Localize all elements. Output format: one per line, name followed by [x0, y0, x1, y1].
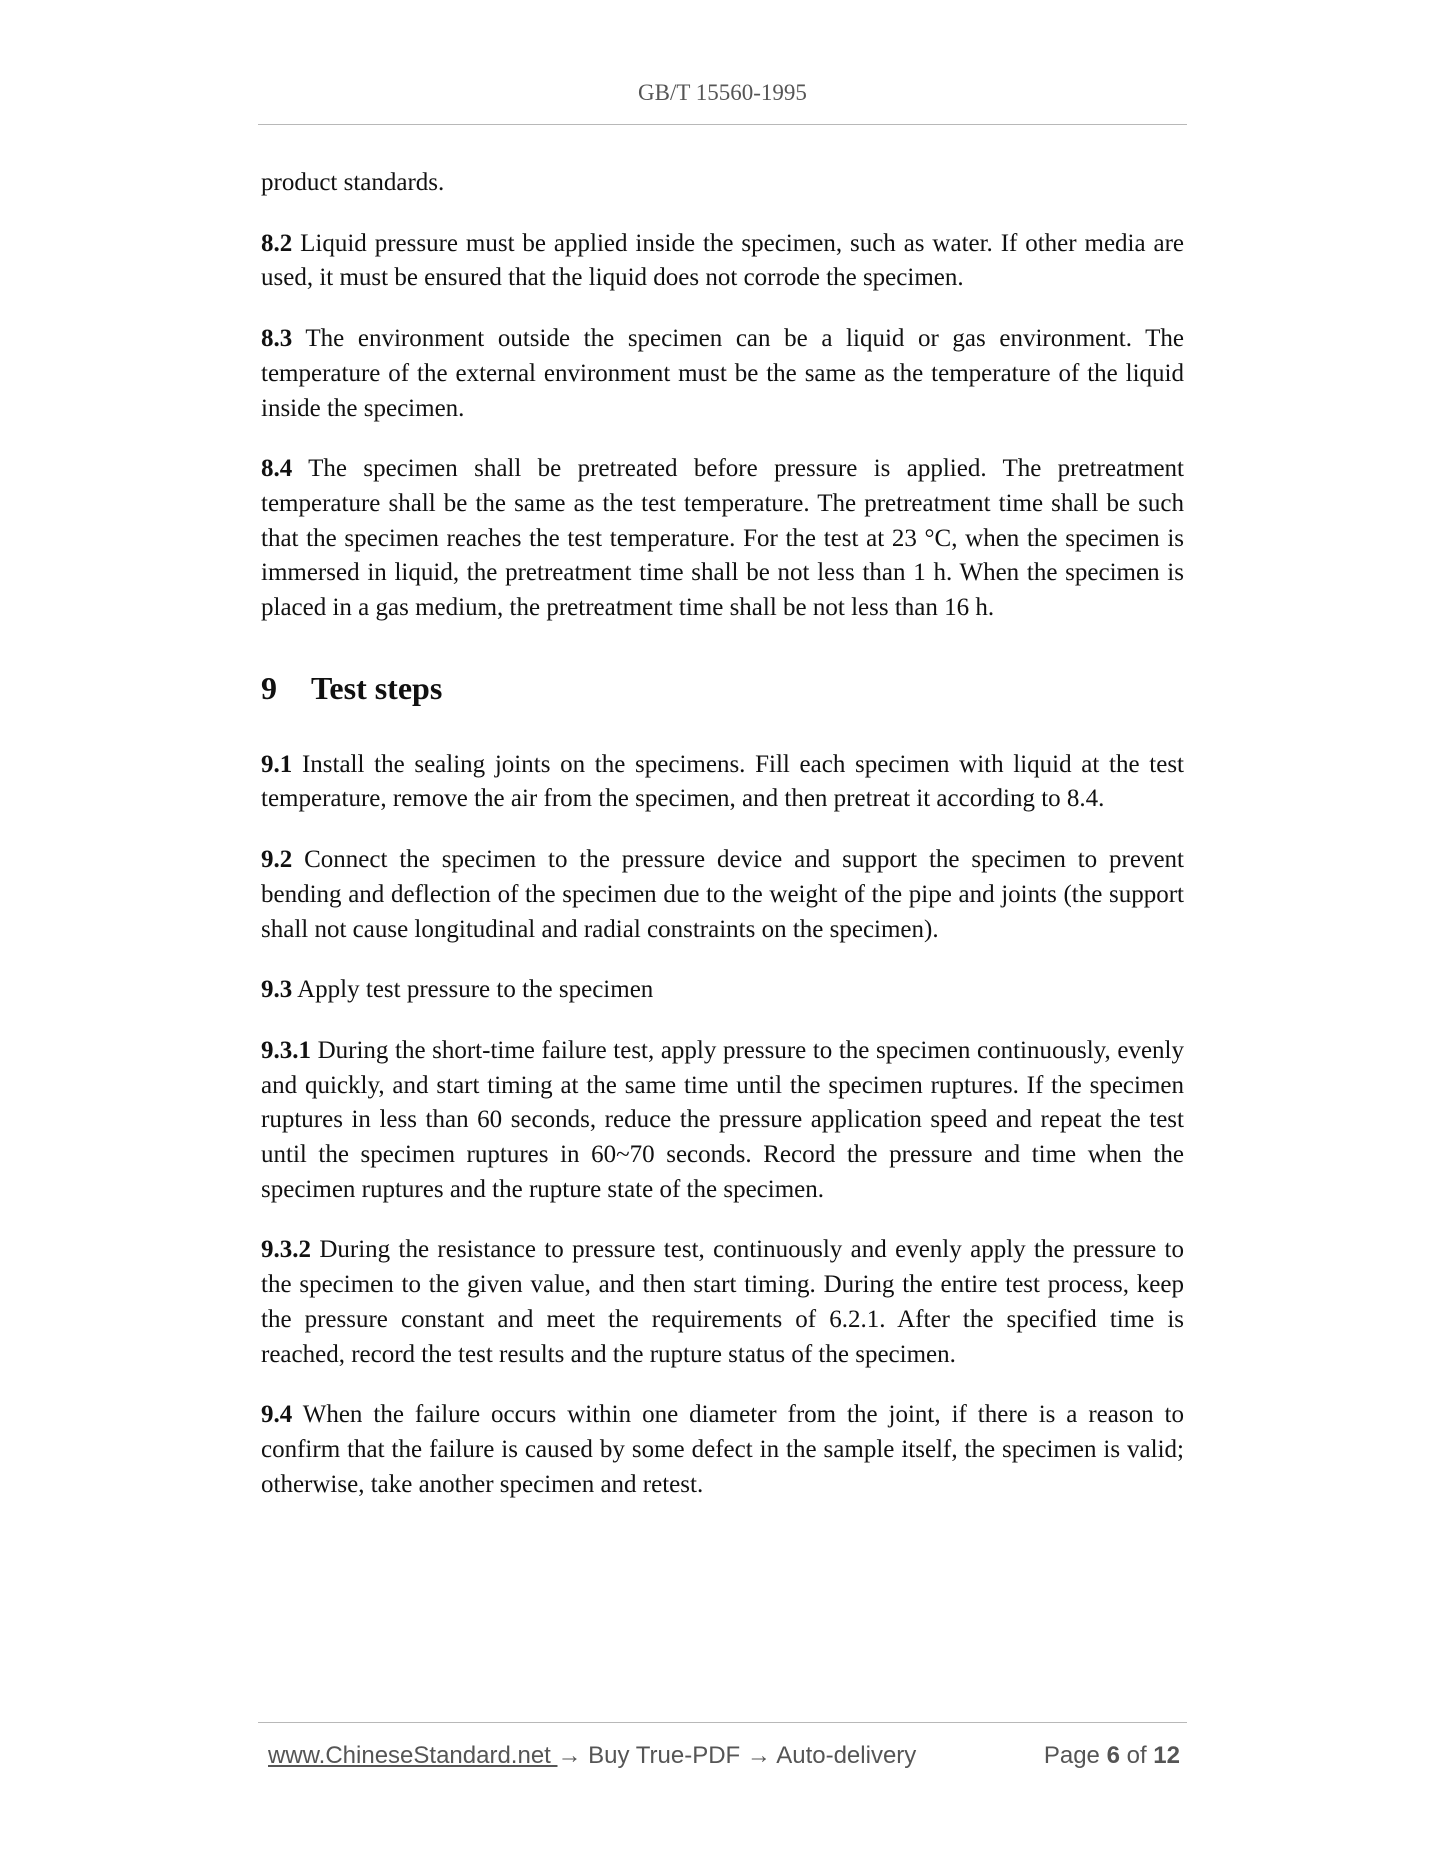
clause-number: 9.2: [261, 846, 293, 874]
delivery-text: Auto-delivery: [770, 1742, 917, 1769]
footer-promo: [268, 1742, 916, 1770]
clause-number: 8.3: [261, 325, 293, 353]
paragraph-text: Install the sealing joints on the specimens. Fill each specimen with liquid at the test temperature, remove the air from the specimen, and then pretreat it according to 8.4.: [261, 750, 1184, 813]
clause-number: 9.3.1: [261, 1036, 311, 1064]
page-footer: [268, 1742, 1180, 1774]
clause-number: 8.4: [261, 455, 293, 483]
section-title: Test steps: [311, 669, 443, 706]
clause-number: 9.3.2: [261, 1236, 311, 1264]
clause-number: 9.1: [261, 750, 293, 778]
page-of-label: of: [1126, 1742, 1147, 1769]
paragraph-9-4: [261, 1398, 1184, 1502]
paragraph-8-3: [261, 322, 1184, 426]
total-pages-number: 12: [1153, 1742, 1180, 1769]
buy-text: Buy True-PDF: [581, 1742, 747, 1769]
arrow-right-icon: →: [557, 1742, 582, 1769]
clause-number: 9.3: [261, 976, 293, 1004]
paragraph-9-3: [261, 973, 1184, 1008]
paragraph-text: Liquid pressure must be applied inside the specimen, such as water. If other media are used, it must be ensured that the liquid does not corrode the specimen.: [261, 229, 1184, 292]
paragraph-text: During the short-time failure test, apply pressure to the specimen continuously, evenly and quickly, and start timing at the same time until the specimen ruptures. If the specimen ruptures in less than 60 seconds, reduce the pressure application speed and repeat the test until the specimen ruptures in 60~70 seconds. Record the pressure and time when the specimen ruptures and the rupture state of the specimen.: [261, 1036, 1184, 1203]
footer-divider: [258, 1722, 1187, 1723]
paragraph-8-4: [261, 452, 1184, 626]
document-body: [261, 166, 1184, 1528]
paragraph-text: During the resistance to pressure test, continuously and evenly apply the pressure to the specimen to the given value, and then start timing. During the entire test process, keep the pressure constant and meet the requirements of 6.2.1. After the specified time is reached, record the test results and the rupture status of the specimen.: [261, 1236, 1184, 1368]
arrow-right-icon: →: [746, 1742, 771, 1769]
paragraph-8-2: [261, 227, 1184, 296]
paragraph-9-3-1: [261, 1034, 1184, 1208]
paragraph-text: Connect the specimen to the pressure device and support the specimen to prevent bending and deflection of the specimen due to the weight of the pipe and joints (the support shall not cause longitudinal and radial constraints on the specimen).: [261, 846, 1184, 943]
paragraph-continuation: [261, 166, 1184, 201]
paragraph-text: Apply test pressure to the specimen: [292, 976, 654, 1004]
paragraph-text: The specimen shall be pretreated before pressure is applied. The pretreatment temperature shall be the same as the test temperature. The pretreatment time shall be such that the specimen reaches the test temperature. For the test at 23 °C, when the specimen is immersed in liquid, the pretreatment time shall be not less than 1 h. When the specimen is placed in a gas medium, the pretreatment time shall be not less than 16 h.: [261, 455, 1184, 622]
paragraph-text: When the failure occurs within one diameter from the joint, if there is a reason to confirm that the failure is caused by some defect in the sample itself, the specimen is valid; otherwise, take another specimen and retest.: [261, 1401, 1184, 1498]
clause-number: 9.4: [261, 1401, 293, 1429]
paragraph-9-3-2: [261, 1233, 1184, 1372]
section-heading: [261, 668, 1184, 708]
section-number: 9: [261, 669, 277, 706]
clause-number: 8.2: [261, 229, 293, 257]
current-page-number: 6: [1106, 1742, 1120, 1769]
page-indicator: [1044, 1742, 1180, 1770]
paragraph-9-2: [261, 843, 1184, 947]
paragraph-text: The environment outside the specimen can be a liquid or gas environment. The temperature of the external environment must be the same as the temperature of the liquid inside the specimen.: [261, 325, 1184, 422]
page-label: Page: [1043, 1742, 1100, 1769]
website-link[interactable]: www.ChineseStandard.net: [268, 1742, 558, 1769]
page-header-title: GB/T 15560-1995: [638, 80, 807, 105]
paragraph-text: product standards.: [261, 169, 445, 196]
paragraph-9-1: [261, 748, 1184, 817]
header-divider: [258, 124, 1187, 125]
